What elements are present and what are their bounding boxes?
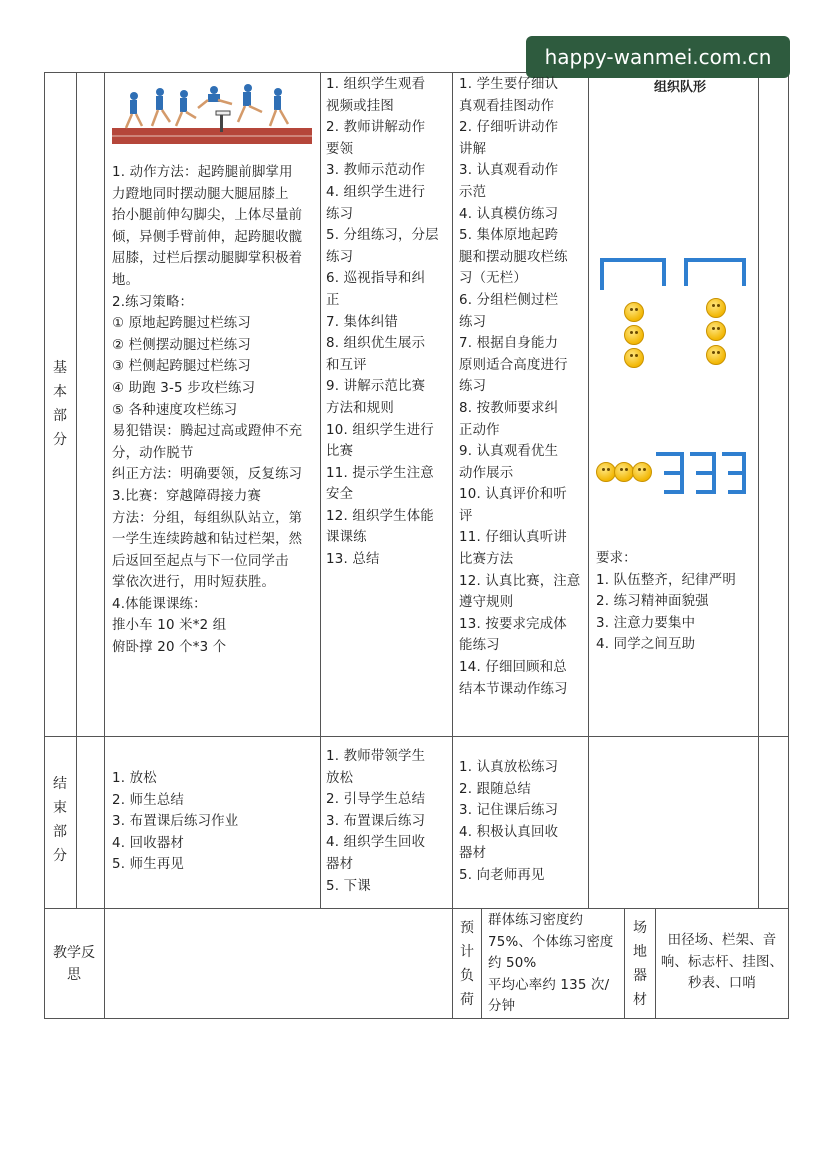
formation-hurdles-diagram <box>598 250 748 310</box>
venue-text <box>660 930 784 995</box>
basic-content-line: 推小车 10 米*2 组 <box>112 618 227 634</box>
teacher-line: 5. 下课 <box>326 878 371 894</box>
teacher-line: 课课练 <box>326 530 367 546</box>
student-face-icon <box>632 462 652 482</box>
student-line: 结本节课动作练习 <box>459 681 568 697</box>
ending-content-line: 3. 布置课后练习作业 <box>112 814 239 830</box>
student-line: 原则适合高度进行 <box>459 357 568 373</box>
student-line: 真观看挂图动作 <box>459 98 555 114</box>
student-line: 习（无栏） <box>459 271 527 287</box>
basic-content-line: 纠正方法：明确要领，反复练习 <box>112 467 303 483</box>
basic-teacher-activities <box>326 74 439 571</box>
teacher-line: 4. 组织学生回收 <box>326 835 426 851</box>
load-text <box>488 910 614 1018</box>
teacher-line: 13. 总结 <box>326 552 380 568</box>
student-face-icon <box>706 321 726 341</box>
student-line: 8. 按教师要求纠 <box>459 400 559 416</box>
load-line: 群体练习密度约 <box>488 913 584 928</box>
teacher-line: 9. 讲解示范比赛 <box>326 379 426 395</box>
requirement-line: 2. 练习精神面貌强 <box>596 594 709 610</box>
teacher-line: 练习 <box>326 206 354 222</box>
student-line: 1. 学生要仔细认 <box>459 77 559 92</box>
student-line: 练习 <box>459 314 487 330</box>
student-line: 器材 <box>459 846 487 862</box>
basic-content-line: ① 原地起跨腿过栏练习 <box>112 316 251 332</box>
teacher-line: 6. 巡视指导和纠 <box>326 271 426 287</box>
basic-content-line: 易犯错误：腾起过高或蹬伸不充 <box>112 424 303 440</box>
teacher-line: 3. 布置课后练习 <box>326 813 426 829</box>
student-line: 11. 仔细认真听讲 <box>459 530 567 546</box>
basic-content-line: ⑤ 各种速度攻栏练习 <box>112 402 238 418</box>
student-line: 讲解 <box>459 141 487 157</box>
venue-line: 田径场、栏架、音 <box>667 933 777 948</box>
basic-content-line: 4.体能课课练： <box>112 596 207 612</box>
student-line: 2. 跟随总结 <box>459 781 531 797</box>
basic-content-line: 后返回至起点与下一位同学击 <box>112 553 289 569</box>
load-line: 分钟 <box>488 999 516 1015</box>
requirement-line: 要求： <box>596 551 637 566</box>
student-face-icon <box>706 345 726 365</box>
formation-requirements <box>596 548 736 656</box>
teacher-line: 1. 组织学生观看 <box>326 77 426 92</box>
student-line: 13. 按要求完成体 <box>459 616 567 632</box>
student-face-icon <box>624 325 644 345</box>
student-face-icon <box>624 348 644 368</box>
ending-content <box>112 768 238 876</box>
requirement-line: 1. 队伍整齐，纪律严明 <box>596 572 736 588</box>
student-line: 比赛方法 <box>459 552 514 568</box>
formation-title: 组织队形 <box>653 80 706 95</box>
basic-content <box>112 162 302 659</box>
venue-line: 秒表、口哨 <box>688 976 756 992</box>
teacher-line: 正 <box>326 292 340 308</box>
teacher-line: 10. 组织学生进行 <box>326 422 434 438</box>
teacher-line: 5. 分组练习，分层 <box>326 228 439 244</box>
student-line: 5. 向老师再见 <box>459 867 545 883</box>
section-label-ending: 结束部分 <box>53 776 67 864</box>
basic-content-line: ② 栏侧摆动腿过栏练习 <box>112 337 251 353</box>
teacher-line: 3. 教师示范动作 <box>326 163 426 179</box>
student-line: 4. 积极认真回收 <box>459 824 559 840</box>
basic-content-line: 倾，异侧手臂前伸，起跨腿收髋 <box>112 229 303 245</box>
student-line: 9. 认真观看优生 <box>459 444 559 460</box>
section-label-basic: 基本部分 <box>53 360 67 448</box>
student-line: 6. 分组栏侧过栏 <box>459 292 559 308</box>
student-line: 示范 <box>459 184 487 200</box>
student-line: 4. 认真模仿练习 <box>459 206 559 222</box>
student-line: 腿和摆动腿攻栏练 <box>459 249 568 265</box>
requirement-line: 3. 注意力要集中 <box>596 615 696 631</box>
teacher-line: 安全 <box>326 487 354 503</box>
ending-content-line: 1. 放松 <box>112 771 157 786</box>
teacher-line: 放松 <box>326 770 354 786</box>
student-line: 5. 集体原地起跨 <box>459 228 559 244</box>
student-line: 评 <box>459 508 473 524</box>
teacher-line: 1. 教师带领学生 <box>326 749 426 764</box>
teacher-line: 比赛 <box>326 444 354 460</box>
student-line: 7. 根据自身能力 <box>459 336 559 352</box>
teacher-line: 8. 组织优生展示 <box>326 336 426 352</box>
teacher-line: 和互评 <box>326 357 367 373</box>
teacher-line: 2. 引导学生总结 <box>326 792 426 808</box>
basic-student-activities <box>459 74 581 700</box>
student-line: 能练习 <box>459 638 500 654</box>
requirement-line: 4. 同学之间互助 <box>596 637 696 653</box>
ending-student-activities <box>459 757 558 887</box>
watermark-badge: happy-wanmei.com.cn <box>526 36 790 78</box>
teacher-line: 12. 组织学生体能 <box>326 508 434 524</box>
basic-content-line: ③ 栏侧起跨腿过栏练习 <box>112 359 251 375</box>
basic-content-line: 掌依次进行，用时短获胜。 <box>112 575 276 591</box>
load-line: 平均心率约 135 次/ <box>488 977 610 993</box>
basic-content-line: 抬小腿前伸勾脚尖，上体尽量前 <box>112 208 303 224</box>
load-label: 预计负荷 <box>460 920 474 1008</box>
basic-content-line: 方法：分组，每组纵队站立，第 <box>112 510 303 526</box>
ending-teacher-activities <box>326 746 425 897</box>
ending-content-line: 5. 师生再见 <box>112 857 184 873</box>
basic-content-line: 俯卧撑 20 个*3 个 <box>112 640 227 656</box>
load-line: 75%、个体练习密度 <box>488 934 614 950</box>
teacher-line: 练习 <box>326 249 354 265</box>
hurdle-illustration <box>112 78 312 156</box>
teacher-line: 要领 <box>326 141 354 157</box>
teacher-line: 方法和规则 <box>326 400 394 416</box>
teacher-line: 视频或挂图 <box>326 98 394 114</box>
basic-content-line: 一学生连续跨越和钻过栏架，然 <box>112 532 303 548</box>
basic-content-line: 分，动作脱节 <box>112 445 194 461</box>
student-face-icon <box>596 462 616 482</box>
student-line: 遵守规则 <box>459 595 514 611</box>
ending-content-line: 2. 师生总结 <box>112 792 184 808</box>
ending-content-line: 4. 回收器材 <box>112 835 184 851</box>
basic-content-line: 2.练习策略： <box>112 294 194 310</box>
student-line: 2. 仔细听讲动作 <box>459 120 559 136</box>
teacher-line: 器材 <box>326 856 354 872</box>
venue-label: 场地器材 <box>633 920 647 1008</box>
section-label-reflection: 教学反思 <box>53 945 95 983</box>
teacher-line: 4. 组织学生进行 <box>326 184 426 200</box>
student-line: 12. 认真比赛，注意 <box>459 573 581 589</box>
student-line: 1. 认真放松练习 <box>459 760 559 775</box>
venue-line: 响、标志杆、挂图、 <box>660 954 784 970</box>
student-line: 练习 <box>459 379 487 395</box>
student-face-icon <box>706 298 726 318</box>
student-line: 3. 记住课后练习 <box>459 803 559 819</box>
basic-content-line: 3.比赛：穿越障碍接力赛 <box>112 488 262 504</box>
basic-content-line: 力蹬地同时摆动腿大腿屈膝上 <box>112 186 289 202</box>
student-face-icon <box>624 302 644 322</box>
teacher-line: 2. 教师讲解动作 <box>326 120 426 136</box>
student-line: 动作展示 <box>459 465 514 481</box>
basic-content-line: 1. 动作方法：起跨腿前脚掌用 <box>112 165 293 180</box>
student-line: 3. 认真观看动作 <box>459 163 559 179</box>
teacher-line: 7. 集体纠错 <box>326 314 398 330</box>
student-line: 正动作 <box>459 422 500 438</box>
relay-lanes-diagram <box>654 448 750 496</box>
teacher-line: 11. 提示学生注意 <box>326 465 434 481</box>
student-line: 10. 认真评价和听 <box>459 487 567 503</box>
basic-content-line: ④ 助跑 3-5 步攻栏练习 <box>112 380 256 396</box>
student-line: 14. 仔细回顾和总 <box>459 660 567 676</box>
basic-content-line: 地。 <box>112 272 140 288</box>
student-face-icon <box>614 462 634 482</box>
basic-content-line: 屈膝，过栏后摆动腿脚掌积极着 <box>112 251 303 267</box>
load-line: 约 50% <box>488 956 537 972</box>
